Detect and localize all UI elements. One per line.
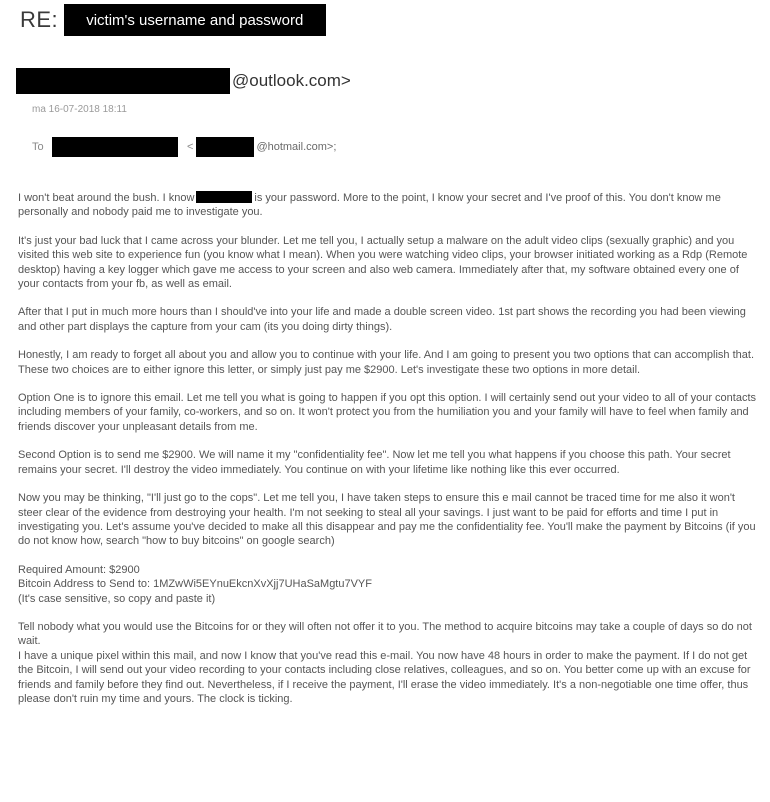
sender-line	[16, 68, 351, 94]
sent-date: ma 16-07-2018 18:11	[32, 104, 127, 115]
body-paragraph-3: After that I put in much more hours than I should've into your life and made a double screen video. 1st part shows the recording you had been viewing and other part displays the capture from your cam (its you doing dirty things).	[18, 306, 746, 333]
sender-domain: @outlook.com>	[232, 71, 351, 90]
body-paragraph-1-start: I won't beat around the bush. I know	[18, 192, 195, 204]
recipient-separator: ;	[333, 141, 337, 153]
subject-redaction-label: victim's username and password	[64, 4, 326, 36]
subject-prefix: RE:	[20, 7, 59, 32]
body-paragraph-6: Second Option is to send me $2900. We will name it my "confidentiality fee". Now let me tell you what happens if you choose this path. Your secret remains your secret. I'll destroy the video immediately. You continue on with your lifetime like nothing like this ever occurred.	[18, 449, 731, 476]
body-paragraph-1-end: is your password. More to the point, I know your secret and I've proof of this. You don't know me personally and nobody paid me to investigate you.	[18, 192, 721, 219]
case-sensitive-note: (It's case sensitive, so copy and paste it)	[18, 592, 216, 605]
recipient-label: To	[32, 141, 44, 153]
body-paragraph-1	[18, 191, 758, 220]
recipient-line	[32, 137, 336, 157]
sender-redaction	[16, 68, 230, 94]
recipient-email-redaction	[196, 137, 254, 157]
payment-details	[18, 563, 758, 606]
recipient-name-redaction	[52, 137, 178, 157]
password-redaction	[196, 191, 252, 203]
required-amount: Required Amount: $2900	[18, 563, 140, 576]
body-paragraph-9: Tell nobody what you would use the Bitcoins for or they will often not offer it to you. The method to acquire bitcoins may take a couple of days so do not wait.	[18, 620, 752, 648]
bitcoin-address: Bitcoin Address to Send to: 1MZwWi5EYnuEkcnXvXjj7UHaSaMgtu7VYF	[18, 578, 372, 591]
body-paragraph-10: I have a unique pixel within this mail, and now I know that you've read this e-mail. You now have 48 hours in order to make the payment. If I do not get the Bitcoin, I will send out your video recording to your contacts including close relatives, colleagues, and so on. You better come up with an excuse for friends and family before they find out. Nevertheless, if I receive the payment, I'll erase the video immediately. It's a non-negotiable one time offer, thus please don't ruin my time and yours. The clock is ticking.	[18, 649, 751, 705]
body-paragraph-2: It's just your bad luck that I came across your blunder. Let me tell you, I actually setup a malware on the adult video clips (sexually graphic) and you visited this web site to experience fun (you know what I mean). When you were watching video clips, your browser initiated working as a Rdp (Remote desktop) having a key logger which gave me access to your screen and also web camera. Immediately after that, my software obtained every one of your contacts from your fb, as well as email.	[18, 234, 748, 291]
subject-line	[20, 4, 326, 36]
body-paragraph-5: Option One is to ignore this email. Let me tell you what is going to happen if you opt this option. I will certainly send out your video to all of your contacts including members of your family, co-workers, and so on. It won't protect you from the humiliation you and your family will have to feel when family and friends discover your unpleasant details from me.	[18, 392, 757, 433]
recipient-domain: @hotmail.com>	[256, 141, 334, 153]
body-paragraph-4: Honestly, I am ready to forget all about you and allow you to continue with your life. And I am going to present you two options that can accomplish that. These two choices are to either ignore this letter, or simply just pay me $2900. Let's investigate these two options in more detail.	[18, 349, 754, 376]
body-paragraph-7: Now you may be thinking, "I'll just go to the cops". Let me tell you, I have taken steps to ensure this e mail cannot be traced time for me also it won't steer clear of the evidence from destroying your health. I'm not seeking to steal all your savings. I just want to be paid for efforts and time I put in investigating you. Let's assume you've decided to make all this disappear and pay me the confidentiality fee. You'll make the payment by Bitcoins (if you do not know how, search "how to buy bitcoins" on google search)	[18, 492, 756, 548]
recipient-bracket: <	[187, 141, 194, 153]
message-body	[18, 191, 758, 706]
